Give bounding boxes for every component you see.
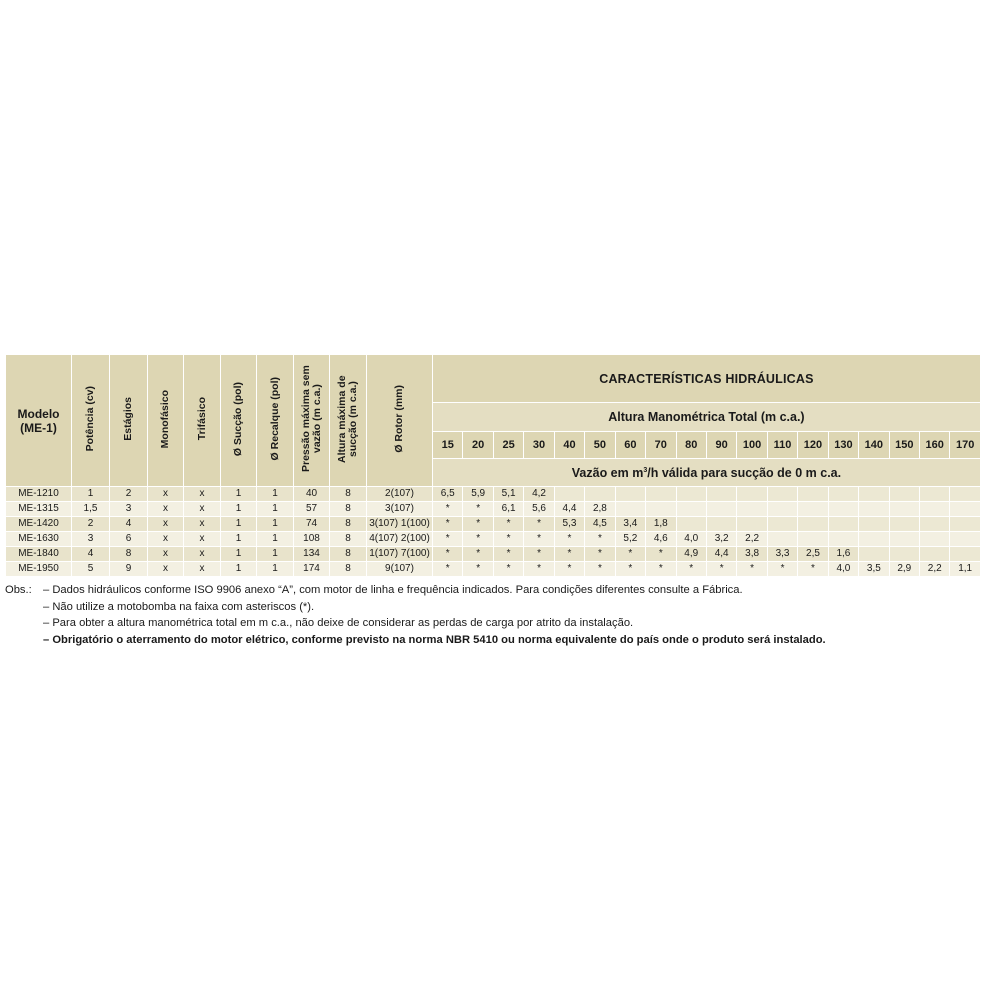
flow-cell: * [524,517,554,532]
flow-cell [615,487,645,502]
flow-cell: 2,9 [889,562,919,577]
flow-title-sup: 3 [643,466,648,474]
flow-cell [889,487,919,502]
rotor-cell: 3(107) 1(100) [367,517,433,532]
pressao-cell: 40 [294,487,330,502]
rotor-cell: 3(107) [367,502,433,517]
model-cell: ME-1210 [6,487,72,502]
flow-cell: * [585,562,615,577]
flow-title [433,459,981,487]
head-value-header: 80 [676,432,706,459]
head-value-header: 170 [950,432,980,459]
altura-succao-cell: 8 [330,517,367,532]
model-header-line1: Modelo [17,406,60,421]
trifasico-cell: x [184,562,221,577]
flow-cell [646,502,676,517]
flow-cell [859,517,889,532]
recalque-cell: 1 [257,562,294,577]
head-value-header: 25 [493,432,523,459]
potencia-cell: 3 [72,532,110,547]
flow-cell [889,502,919,517]
flow-cell [920,517,950,532]
table-row [6,487,981,502]
flow-cell: * [706,562,736,577]
trifasico-cell: x [184,547,221,562]
flow-cell: 1,6 [828,547,858,562]
flow-cell: 5,6 [524,502,554,517]
amt-title: Altura Manométrica Total (m c.a.) [433,403,981,432]
flow-cell: * [433,547,463,562]
flow-title-pre: Vazão em m [571,465,644,480]
pump-spec-table [5,354,981,577]
flow-cell: 4,9 [676,547,706,562]
flow-cell: 2,8 [585,502,615,517]
spec-sheet [5,354,980,648]
pressao-cell: 108 [294,532,330,547]
monofasico-header [148,355,184,487]
flow-cell [889,547,919,562]
flow-cell: * [737,562,767,577]
estagios-cell: 9 [110,562,148,577]
flow-cell [615,502,645,517]
note-text: – Dados hidráulicos conforme ISO 9906 anexo “A”, com motor de linha e frequência indicados. Para condições diferentes consulte a Fábrica. [43,584,743,596]
head-value-header: 150 [889,432,919,459]
notes-label: Obs.: [5,584,32,596]
model-column-header [6,355,72,487]
note-text-grounding: – Obrigatório o aterramento do motor elétrico, conforme previsto na norma NBR 5410 ou norma equivalente do país onde o produto será instalado. [43,633,826,646]
flow-cell: * [676,562,706,577]
note-indent [5,599,43,616]
flow-cell [767,532,797,547]
rotor-cell: 1(107) 7(100) [367,547,433,562]
model-header-line2: (ME-1) [20,420,57,435]
flow-cell [859,487,889,502]
flow-cell: 4,4 [554,502,584,517]
flow-cell: 2,2 [920,562,950,577]
flow-cell [646,487,676,502]
recalque-header [257,355,294,487]
flow-cell [828,487,858,502]
flow-cell [920,487,950,502]
monofasico-cell: x [148,562,184,577]
flow-cell: * [433,562,463,577]
pressao-cell: 74 [294,517,330,532]
notes-section [5,582,980,648]
flow-cell [767,517,797,532]
flow-cell [767,487,797,502]
flow-cell: 4,0 [676,532,706,547]
flow-cell: * [615,547,645,562]
flow-cell: * [493,562,523,577]
flow-cell: 2,5 [798,547,828,562]
head-value-header: 120 [798,432,828,459]
flow-cell: 1,1 [950,562,980,577]
estagios-cell: 8 [110,547,148,562]
flow-cell [798,517,828,532]
note-indent [5,632,43,649]
flow-cell: * [433,502,463,517]
flow-cell [889,517,919,532]
flow-cell: * [615,562,645,577]
succao-header [221,355,257,487]
altura-succao-cell: 8 [330,502,367,517]
head-value-header: 15 [433,432,463,459]
estagios-cell: 3 [110,502,148,517]
flow-cell: 4,6 [646,532,676,547]
flow-cell [950,517,980,532]
flow-cell: * [433,532,463,547]
flow-cell: * [646,562,676,577]
flow-cell: * [524,532,554,547]
flow-cell: 4,4 [706,547,736,562]
monofasico-cell: x [148,502,184,517]
flow-cell: * [433,517,463,532]
monofasico-header-label: Monofásico [159,389,171,449]
flow-cell: * [493,532,523,547]
head-value-header: 20 [463,432,493,459]
flow-cell: * [554,547,584,562]
note-row [5,599,980,616]
head-value-header: 100 [737,432,767,459]
potencia-cell: 1,5 [72,502,110,517]
flow-cell: 4,5 [585,517,615,532]
recalque-cell: 1 [257,502,294,517]
recalque-cell: 1 [257,547,294,562]
head-value-header: 50 [585,432,615,459]
trifasico-cell: x [184,502,221,517]
flow-cell: * [554,532,584,547]
table-row [6,532,981,547]
altura-succao-header-label: Altura máxima de sucção (m c.a.) [336,375,359,463]
flow-cell: * [524,547,554,562]
note-row [5,632,980,649]
flow-cell [706,517,736,532]
flow-cell [706,502,736,517]
note-text: – Para obter a altura manométrica total em m c.a., não deixe de considerar as perdas de carga por atrito da instalação. [43,617,634,629]
flow-cell [859,547,889,562]
note-indent [5,615,43,632]
note-row [5,615,980,632]
table-row [6,517,981,532]
flow-cell: * [463,547,493,562]
flow-cell: 4,2 [524,487,554,502]
altura-succao-header [330,355,367,487]
flow-cell [950,532,980,547]
estagios-header-label: Estágios [122,397,134,441]
flow-cell: * [463,532,493,547]
monofasico-cell: x [148,532,184,547]
flow-cell: * [585,532,615,547]
rotor-cell: 2(107) [367,487,433,502]
head-value-header: 40 [554,432,584,459]
flow-cell [889,532,919,547]
head-value-header: 60 [615,432,645,459]
altura-succao-cell: 8 [330,562,367,577]
flow-cell: 6,5 [433,487,463,502]
flow-cell: * [463,562,493,577]
head-value-header: 160 [920,432,950,459]
potencia-cell: 5 [72,562,110,577]
flow-cell [737,487,767,502]
hydraulic-title: CARACTERÍSTICAS HIDRÁULICAS [433,355,981,403]
flow-cell [859,502,889,517]
flow-cell: 4,0 [828,562,858,577]
flow-cell [920,502,950,517]
flow-cell: * [493,517,523,532]
pressao-cell: 57 [294,502,330,517]
table-body [6,487,981,577]
flow-cell [950,502,980,517]
estagios-cell: 4 [110,517,148,532]
flow-cell: * [585,547,615,562]
flow-cell [798,502,828,517]
table-row [6,562,981,577]
flow-cell: 5,2 [615,532,645,547]
pressao-header [294,355,330,487]
pressao-header-label: Pressão máxima sem vazão (m c.a.) [299,365,323,473]
potencia-cell: 2 [72,517,110,532]
flow-cell: * [767,562,797,577]
model-cell: ME-1840 [6,547,72,562]
monofasico-cell: x [148,547,184,562]
note-row [5,582,980,599]
flow-cell: * [646,547,676,562]
flow-title-post: /h válida para sucção de 0 m c.a. [647,465,842,480]
succao-cell: 1 [221,487,257,502]
flow-cell: * [463,502,493,517]
potencia-cell: 4 [72,547,110,562]
flow-cell: 3,2 [706,532,736,547]
head-value-header: 110 [767,432,797,459]
flow-cell [767,502,797,517]
head-value-header: 130 [828,432,858,459]
altura-succao-cell: 8 [330,547,367,562]
table-row [6,502,981,517]
flow-cell [920,547,950,562]
succao-cell: 1 [221,517,257,532]
flow-cell [950,487,980,502]
note-text: – Não utilize a motobomba na faixa com asteriscos (*). [43,600,315,613]
altura-succao-cell: 8 [330,487,367,502]
flow-cell [920,532,950,547]
recalque-cell: 1 [257,532,294,547]
model-cell: ME-1950 [6,562,72,577]
flow-cell [828,517,858,532]
model-cell: ME-1315 [6,502,72,517]
flow-cell: * [524,562,554,577]
recalque-cell: 1 [257,517,294,532]
flow-cell [737,517,767,532]
flow-cell: 5,3 [554,517,584,532]
trifasico-cell: x [184,517,221,532]
flow-cell [585,487,615,502]
flow-cell [828,502,858,517]
altura-succao-cell: 8 [330,532,367,547]
flow-cell: 3,5 [859,562,889,577]
rotor-header-label: Ø Rotor (mm) [393,385,405,453]
pressao-cell: 174 [294,562,330,577]
pressao-cell: 134 [294,547,330,562]
estagios-header [110,355,148,487]
succao-header-label: Ø Sucção (pol) [232,381,244,457]
flow-cell: 2,2 [737,532,767,547]
head-value-header: 90 [706,432,736,459]
flow-cell: * [554,562,584,577]
flow-cell [676,517,706,532]
trifasico-cell: x [184,487,221,502]
flow-cell [828,532,858,547]
flow-cell: 3,8 [737,547,767,562]
flow-cell: * [463,517,493,532]
estagios-cell: 6 [110,532,148,547]
model-cell: ME-1630 [6,532,72,547]
rotor-cell: 4(107) 2(100) [367,532,433,547]
head-value-header: 140 [859,432,889,459]
potencia-header-label: Potência (cv) [84,386,96,452]
table-row [6,547,981,562]
potencia-cell: 1 [72,487,110,502]
recalque-header-label: Ø Recalque (pol) [268,377,281,461]
trifasico-cell: x [184,532,221,547]
flow-cell [859,532,889,547]
flow-cell: 5,9 [463,487,493,502]
trifasico-header [184,355,221,487]
flow-cell [737,502,767,517]
head-value-header: 30 [524,432,554,459]
succao-cell: 1 [221,547,257,562]
flow-cell [706,487,736,502]
succao-cell: 1 [221,532,257,547]
flow-cell [798,487,828,502]
flow-cell: * [493,547,523,562]
flow-cell: 6,1 [493,502,523,517]
flow-cell [676,487,706,502]
flow-cell: 3,3 [767,547,797,562]
flow-cell [950,547,980,562]
succao-cell: 1 [221,502,257,517]
rotor-header [367,355,433,487]
monofasico-cell: x [148,517,184,532]
succao-cell: 1 [221,562,257,577]
flow-cell [676,502,706,517]
rotor-cell: 9(107) [367,562,433,577]
flow-cell: 3,4 [615,517,645,532]
flow-cell: * [798,562,828,577]
flow-cell [798,532,828,547]
flow-cell: 5,1 [493,487,523,502]
trifasico-header-label: Trifásico [195,397,208,441]
head-value-header: 70 [646,432,676,459]
model-cell: ME-1420 [6,517,72,532]
monofasico-cell: x [148,487,184,502]
estagios-cell: 2 [110,487,148,502]
potencia-header [72,355,110,487]
flow-cell: 1,8 [646,517,676,532]
recalque-cell: 1 [257,487,294,502]
flow-cell [554,487,584,502]
